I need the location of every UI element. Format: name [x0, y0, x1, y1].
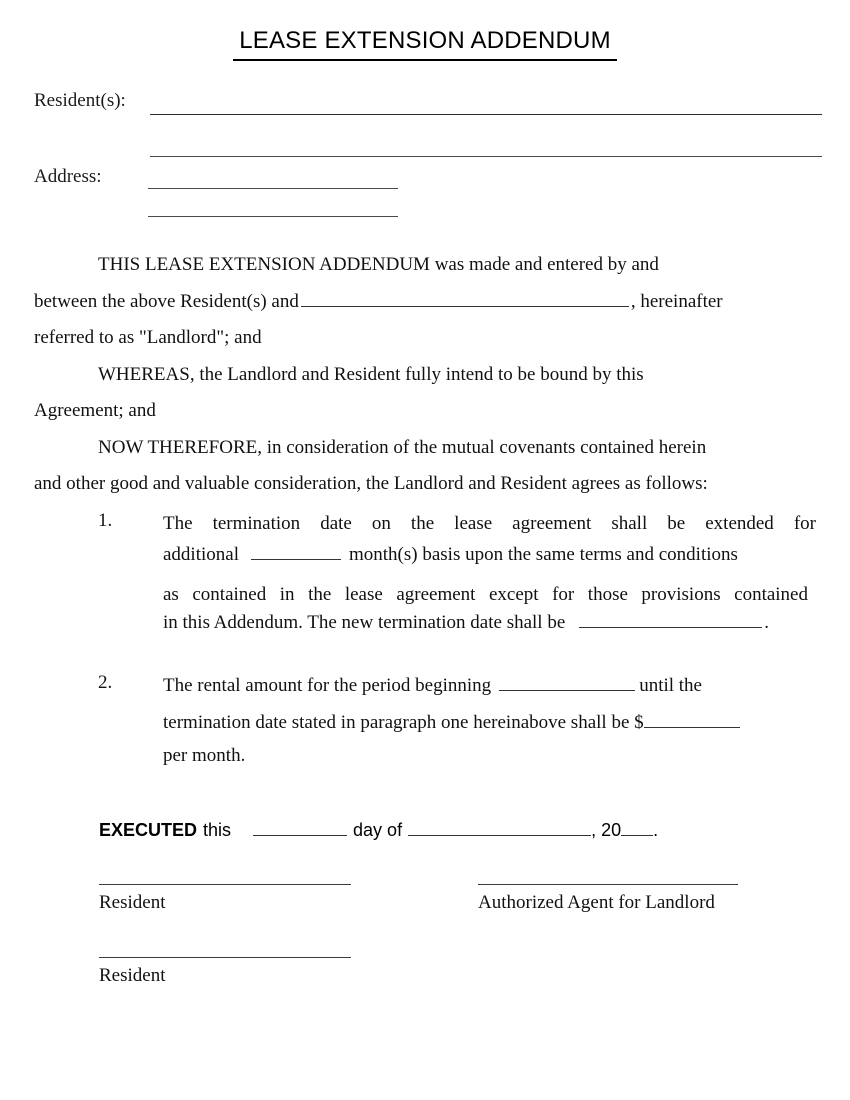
- paragraph-landlord-line: [34, 284, 824, 320]
- clause-2-line-3: per month.: [163, 745, 246, 766]
- address-line-2-input[interactable]: [148, 216, 398, 217]
- resident-line-1-input[interactable]: [150, 114, 822, 115]
- paragraph-now-therefore-text: NOW THEREFORE, in consideration of the mutual covenants contained herein: [98, 437, 707, 458]
- executed-line: [99, 818, 658, 839]
- page-title: LEASE EXTENSION ADDENDUM: [233, 28, 617, 61]
- resident-label: Resident(s):: [34, 90, 126, 111]
- paragraph-whereas-text: WHEREAS, the Landlord and Resident fully intend to be bound by this: [98, 364, 644, 385]
- new-termination-date-input[interactable]: [579, 609, 762, 628]
- clause-2-number: 2.: [98, 672, 113, 693]
- clause-2-line-2: [163, 709, 740, 732]
- months-count-input[interactable]: [251, 541, 341, 560]
- landlord-signature-line[interactable]: [478, 884, 738, 885]
- resident-signature-label-1: Resident: [99, 892, 166, 913]
- paragraph-whereas-line-1: [34, 357, 824, 393]
- executed-month-input[interactable]: [408, 818, 591, 836]
- address-line-1-input[interactable]: [148, 188, 398, 189]
- executed-year-prefix: , 20: [591, 820, 622, 841]
- clause-1-line-1: The termination date on the lease agreement shall be extended for: [163, 513, 816, 534]
- clause-1-period: .: [764, 612, 770, 634]
- paragraph-landlord-suffix: , hereinafter: [630, 291, 723, 312]
- executed-day-input[interactable]: [253, 818, 347, 836]
- paragraph-now-therefore-line-1: [34, 430, 824, 466]
- paragraph-intro-line-1: [34, 247, 824, 283]
- resident-signature-label-2: Resident: [99, 965, 166, 986]
- clause-1-additional-label: additional: [163, 544, 239, 566]
- rental-amount-input[interactable]: [644, 709, 740, 728]
- clause-2-amount-prefix: termination date stated in paragraph one hereinabove shall be $: [163, 712, 644, 734]
- resident-signature-line-1[interactable]: [99, 884, 351, 885]
- page-title-container: [0, 28, 850, 61]
- paragraph-whereas-line-2: Agreement; and: [34, 400, 156, 421]
- paragraph-intro-text: THIS LEASE EXTENSION ADDENDUM was made and entered by and: [98, 254, 659, 275]
- resident-line-2-input[interactable]: [150, 156, 822, 157]
- clause-1-line-2: [163, 541, 738, 564]
- executed-day-of-label: day of: [353, 820, 403, 841]
- executed-period: .: [653, 820, 659, 841]
- paragraph-landlord-prefix: between the above Resident(s) and: [34, 291, 299, 312]
- paragraph-now-therefore-line-2: and other good and valuable consideration, the Landlord and Resident agrees as follows:: [34, 473, 708, 494]
- landlord-signature-label: Authorized Agent for Landlord: [478, 892, 715, 913]
- clause-2-beginning-prefix: The rental amount for the period beginning: [163, 675, 492, 697]
- clause-2-beginning-suffix: until the: [639, 675, 702, 697]
- rental-period-begin-input[interactable]: [499, 672, 635, 691]
- clause-1-months-suffix: month(s) basis upon the same terms and conditions: [348, 544, 738, 566]
- clause-1-line-4: [163, 609, 769, 632]
- landlord-name-input[interactable]: [301, 288, 629, 307]
- clause-1-new-date-prefix: in this Addendum. The new termination date shall be: [163, 612, 566, 634]
- clause-2-line-1: [163, 672, 702, 695]
- executed-year-input[interactable]: [621, 818, 653, 836]
- executed-this-label: this: [203, 820, 232, 841]
- address-label: Address:: [34, 166, 102, 187]
- clause-1-line-3: as contained in the lease agreement except for those provisions contained: [163, 584, 808, 605]
- clause-1-number: 1.: [98, 510, 113, 531]
- executed-keyword: EXECUTED: [99, 820, 198, 841]
- paragraph-landlord-defined: referred to as "Landlord"; and: [34, 327, 262, 348]
- resident-signature-line-2[interactable]: [99, 957, 351, 958]
